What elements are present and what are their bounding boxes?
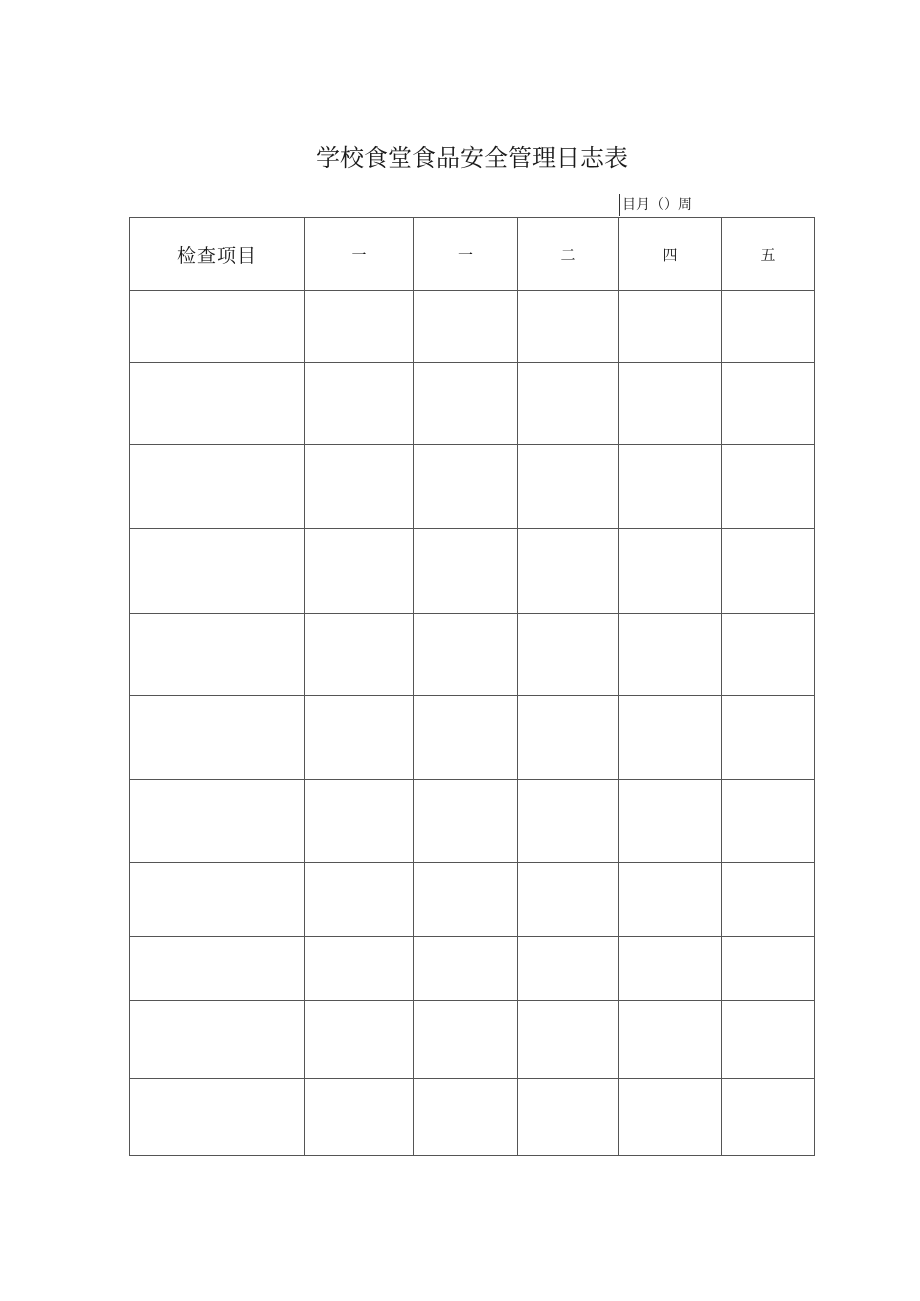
item-cell[interactable] xyxy=(130,1079,305,1156)
day-cell[interactable] xyxy=(414,1001,518,1079)
day-cell[interactable] xyxy=(305,529,414,614)
header-day-1: 一 xyxy=(305,218,414,291)
day-cell[interactable] xyxy=(305,696,414,780)
day-cell[interactable] xyxy=(518,1079,619,1156)
item-cell[interactable] xyxy=(130,614,305,696)
table-row xyxy=(130,937,815,1001)
table-header-row xyxy=(130,218,815,291)
day-cell[interactable] xyxy=(722,614,815,696)
header-day-2: 一 xyxy=(414,218,518,291)
day-cell[interactable] xyxy=(414,696,518,780)
day-cell[interactable] xyxy=(305,780,414,863)
day-cell[interactable] xyxy=(414,780,518,863)
day-cell[interactable] xyxy=(619,363,722,445)
day-cell[interactable] xyxy=(619,445,722,529)
item-cell[interactable] xyxy=(130,445,305,529)
item-cell[interactable] xyxy=(130,696,305,780)
day-cell[interactable] xyxy=(305,291,414,363)
inspection-log-table xyxy=(129,217,815,1156)
date-divider xyxy=(619,194,620,216)
day-cell[interactable] xyxy=(305,614,414,696)
day-cell[interactable] xyxy=(414,1079,518,1156)
table-row xyxy=(130,363,815,445)
day-cell[interactable] xyxy=(518,614,619,696)
day-cell[interactable] xyxy=(722,696,815,780)
day-cell[interactable] xyxy=(518,291,619,363)
day-cell[interactable] xyxy=(518,445,619,529)
table-row xyxy=(130,445,815,529)
day-cell[interactable] xyxy=(518,780,619,863)
header-day-4: 四 xyxy=(619,218,722,291)
header-inspection-item: 检查项目 xyxy=(130,218,305,291)
table-row xyxy=(130,614,815,696)
day-cell[interactable] xyxy=(619,780,722,863)
day-cell[interactable] xyxy=(619,1001,722,1079)
day-cell[interactable] xyxy=(414,937,518,1001)
day-cell[interactable] xyxy=(414,863,518,937)
day-cell[interactable] xyxy=(518,937,619,1001)
day-cell[interactable] xyxy=(722,937,815,1001)
table-row xyxy=(130,529,815,614)
day-cell[interactable] xyxy=(722,445,815,529)
day-cell[interactable] xyxy=(305,937,414,1001)
day-cell[interactable] xyxy=(619,1079,722,1156)
item-cell[interactable] xyxy=(130,937,305,1001)
table-row xyxy=(130,1079,815,1156)
day-cell[interactable] xyxy=(414,445,518,529)
day-cell[interactable] xyxy=(518,1001,619,1079)
day-cell[interactable] xyxy=(619,291,722,363)
day-cell[interactable] xyxy=(305,445,414,529)
item-cell[interactable] xyxy=(130,529,305,614)
day-cell[interactable] xyxy=(518,863,619,937)
day-cell[interactable] xyxy=(518,363,619,445)
header-day-5: 五 xyxy=(722,218,815,291)
item-cell[interactable] xyxy=(130,863,305,937)
document-title: 学校食堂食品安全管理日志表 xyxy=(316,144,628,172)
day-cell[interactable] xyxy=(722,780,815,863)
day-cell[interactable] xyxy=(619,529,722,614)
item-cell[interactable] xyxy=(130,780,305,863)
day-cell[interactable] xyxy=(305,863,414,937)
day-cell[interactable] xyxy=(414,363,518,445)
day-cell[interactable] xyxy=(305,1001,414,1079)
item-cell[interactable] xyxy=(130,291,305,363)
table-row xyxy=(130,1001,815,1079)
day-cell[interactable] xyxy=(722,529,815,614)
day-cell[interactable] xyxy=(619,937,722,1001)
day-cell[interactable] xyxy=(518,696,619,780)
day-cell[interactable] xyxy=(619,614,722,696)
table-row xyxy=(130,696,815,780)
day-cell[interactable] xyxy=(518,529,619,614)
day-cell[interactable] xyxy=(414,614,518,696)
day-cell[interactable] xyxy=(722,863,815,937)
day-cell[interactable] xyxy=(305,1079,414,1156)
day-cell[interactable] xyxy=(619,863,722,937)
table-row xyxy=(130,863,815,937)
day-cell[interactable] xyxy=(722,1001,815,1079)
header-day-3: 二 xyxy=(518,218,619,291)
table-row xyxy=(130,780,815,863)
item-cell[interactable] xyxy=(130,363,305,445)
day-cell[interactable] xyxy=(305,363,414,445)
day-cell[interactable] xyxy=(722,291,815,363)
table-row xyxy=(130,291,815,363)
day-cell[interactable] xyxy=(619,696,722,780)
day-cell[interactable] xyxy=(414,291,518,363)
date-week-label: 目月（）周 xyxy=(622,197,692,213)
day-cell[interactable] xyxy=(722,363,815,445)
item-cell[interactable] xyxy=(130,1001,305,1079)
day-cell[interactable] xyxy=(414,529,518,614)
day-cell[interactable] xyxy=(722,1079,815,1156)
